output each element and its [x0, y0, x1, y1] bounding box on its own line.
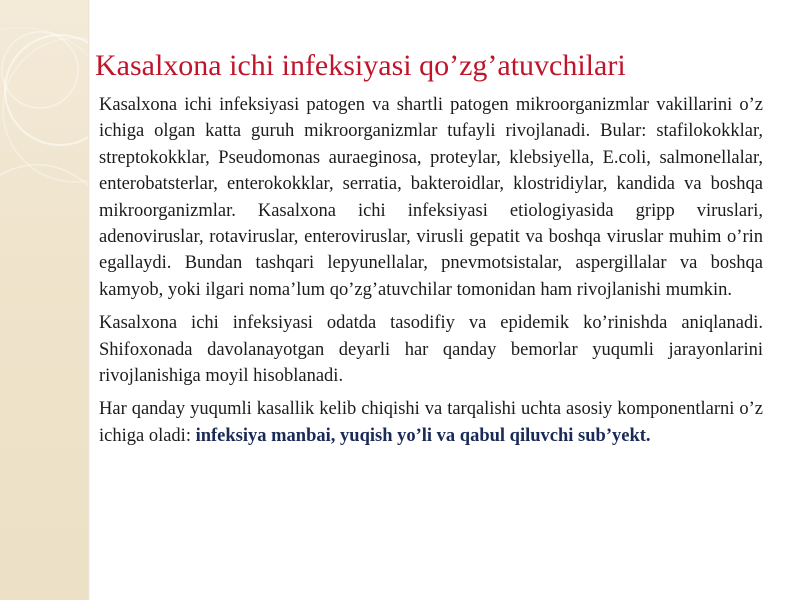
- slide-body: [99, 92, 763, 456]
- slide-title: Kasalxona ichi infeksiyasi qo’zg’atuvchilari: [95, 49, 626, 82]
- paragraph-components: [99, 396, 763, 449]
- paragraph-occurrence-text: Kasalxona ichi infeksiyasi odatda tasodifiy va epidemik ko’rinishda aniqlanadi. Shifoxonada davolanayotgan deyarli har qanday bemorlar yuqumli jarayonlarini rivojlanishiga moyil hisoblanadi.: [99, 313, 763, 387]
- paragraph-etiology: [99, 92, 763, 303]
- paragraph-occurrence: [99, 310, 763, 389]
- side-panel-edge: [88, 0, 90, 600]
- paragraph-components-bold: infeksiya manbai, yuqish yo’li va qabul qiluvchi sub’yekt.: [195, 425, 651, 446]
- paragraph-etiology-text: Kasalxona ichi infeksiyasi patogen va shartli patogen mikroorganizmlar vakillarini o’z ichiga olgan katta guruh mikroorganizmlar tufayli rivojlanadi. Bular: stafilokokklar, streptokokklar, Pseudomonas auraeginosa, proteylar, klebsiyella, E.coli, salmonellalar, enterobatsterlar, enterokokklar, serratia, bakteroidlar, klostridiylar, kandida va boshqa mikroorganizmlar. Kasalxona ichi infeksiyasi etiologiyasida gripp viruslari, adenoviruslar, rotaviruslar, enteroviruslar, virusli gepatit va boshqa viruslar muhim o’rin egallaydi. Bundan tashqari lepyunellalar, pnevmotsistalar, aspergillalar va boshqa kamyob, yoki ilgari noma’lum qo’zg’atuvchilar tomonidan ham rivojlanishi mumkin.: [99, 95, 763, 300]
- decorative-side-panel: [0, 0, 88, 600]
- swirl-decoration-icon: [0, 0, 88, 600]
- paragraph-components-text: Har qanday yuqumli kasallik kelib chiqishi va tarqalishi uchta asosiy komponentlarni o’z ichiga oladi:: [99, 399, 763, 446]
